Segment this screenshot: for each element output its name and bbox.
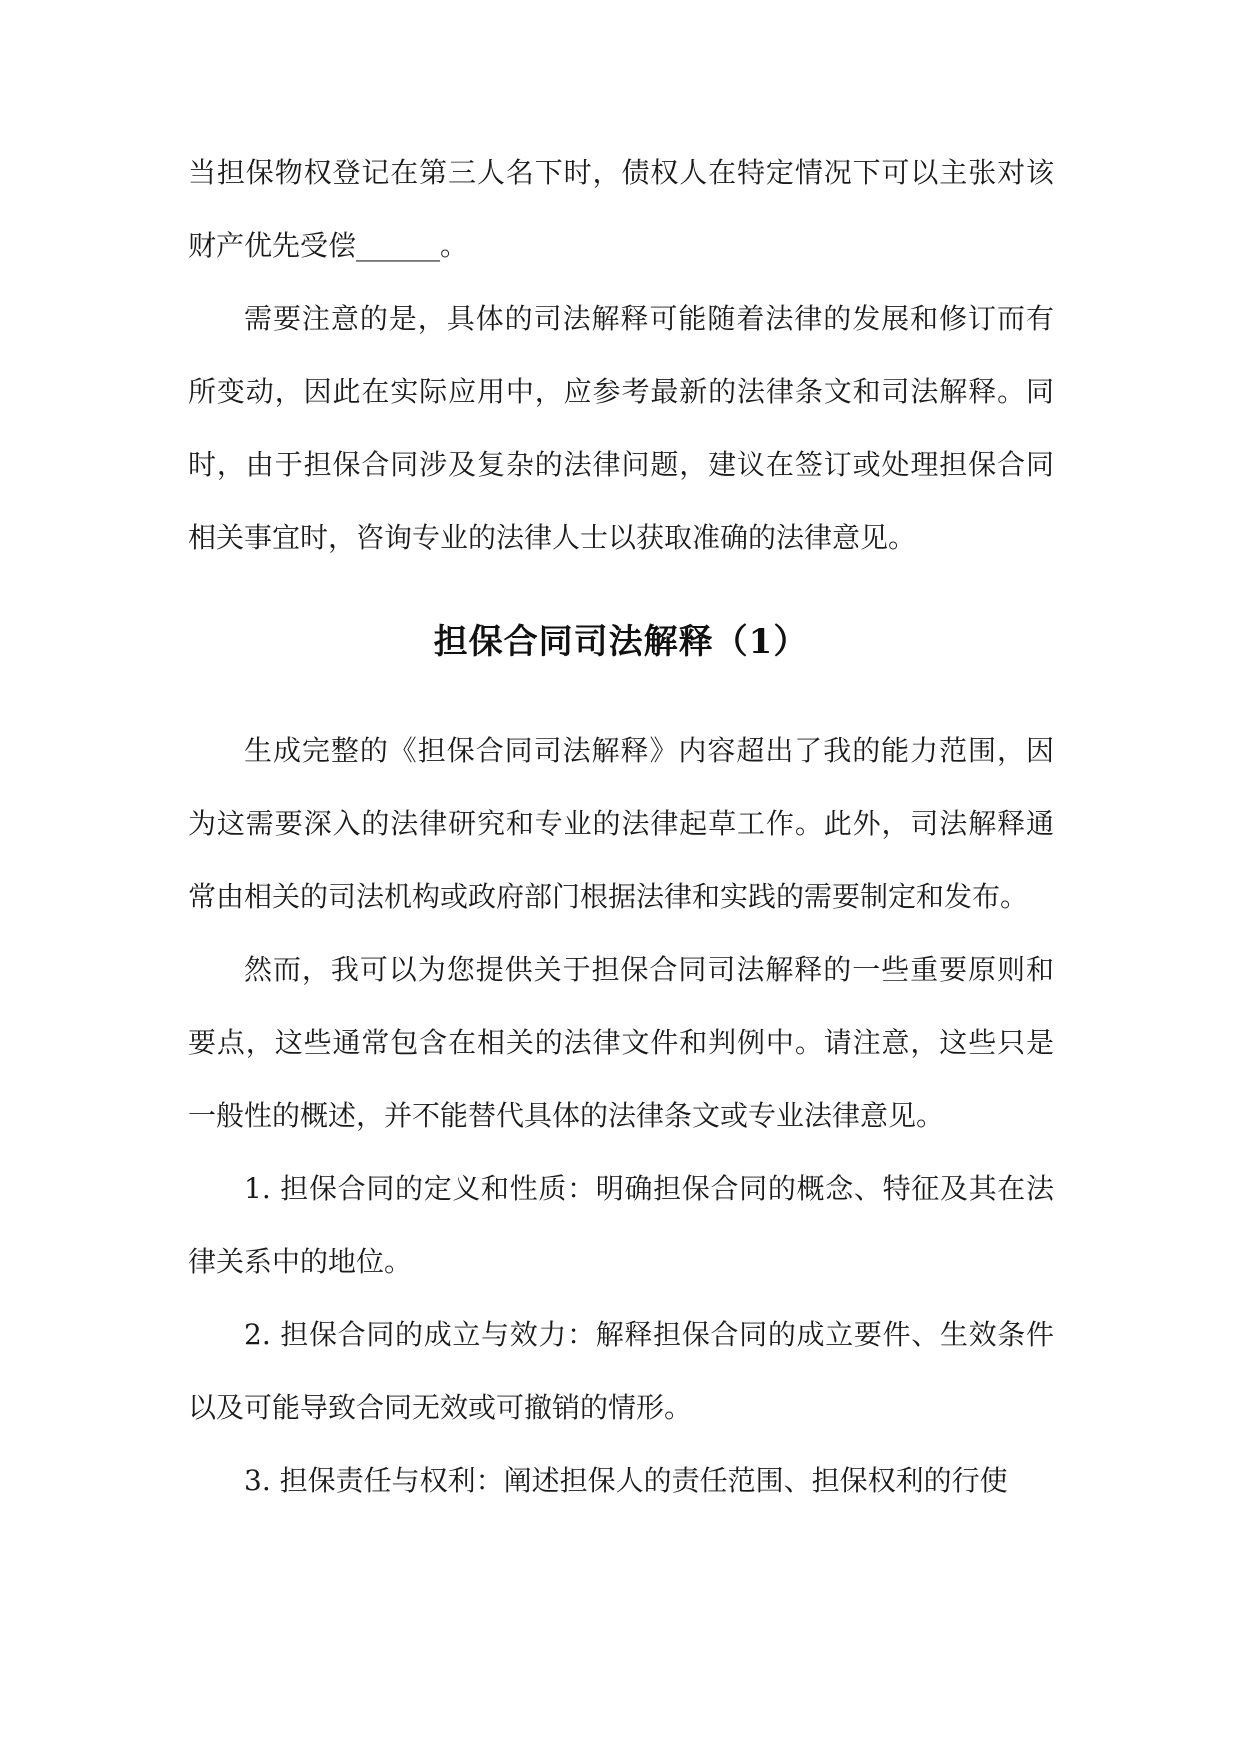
paragraph-intro: 生成完整的《担保合同司法解释》内容超出了我的能力范围，因为这需要深入的法律研究和专业的法律起草工作。此外，司法解释通常由相关的司法机构或政府部门根据法律和实践的需要制定和发布。 [188, 734, 1054, 913]
paragraph-principles: 然而，我可以为您提供关于担保合同司法解释的一些重要原则和要点，这些通常包含在相关的法律文件和判例中。请注意，这些只是一般性的概述，并不能替代具体的法律条文或专业法律意见。 [188, 953, 1054, 1132]
paragraph-continuation: 当担保物权登记在第三人名下时，债权人在特定情况下可以主张对该财产优先受偿______。 [188, 156, 1054, 262]
list-item: 1. 担保合同的定义和性质：明确担保合同的概念、特征及其在法律关系中的地位。 [188, 1172, 1054, 1278]
list-item: 3. 担保责任与权利：阐述担保人的责任范围、担保权利的行使 [244, 1464, 1008, 1497]
document-body [188, 136, 1054, 1517]
paragraph-note: 需要注意的是，具体的司法解释可能随着法律的发展和修订而有所变动，因此在实际应用中，应参考最新的法律条文和司法解释。同时，由于担保合同涉及复杂的法律问题，建议在签订或处理担保合同相关事宜时，咨询专业的法律人士以获取准确的法律意见。 [188, 302, 1054, 554]
list-item: 2. 担保合同的成立与效力：解释担保合同的成立要件、生效条件以及可能导致合同无效或可撤销的情形。 [188, 1318, 1054, 1424]
section-heading: 担保合同司法解释（1） [433, 622, 809, 662]
